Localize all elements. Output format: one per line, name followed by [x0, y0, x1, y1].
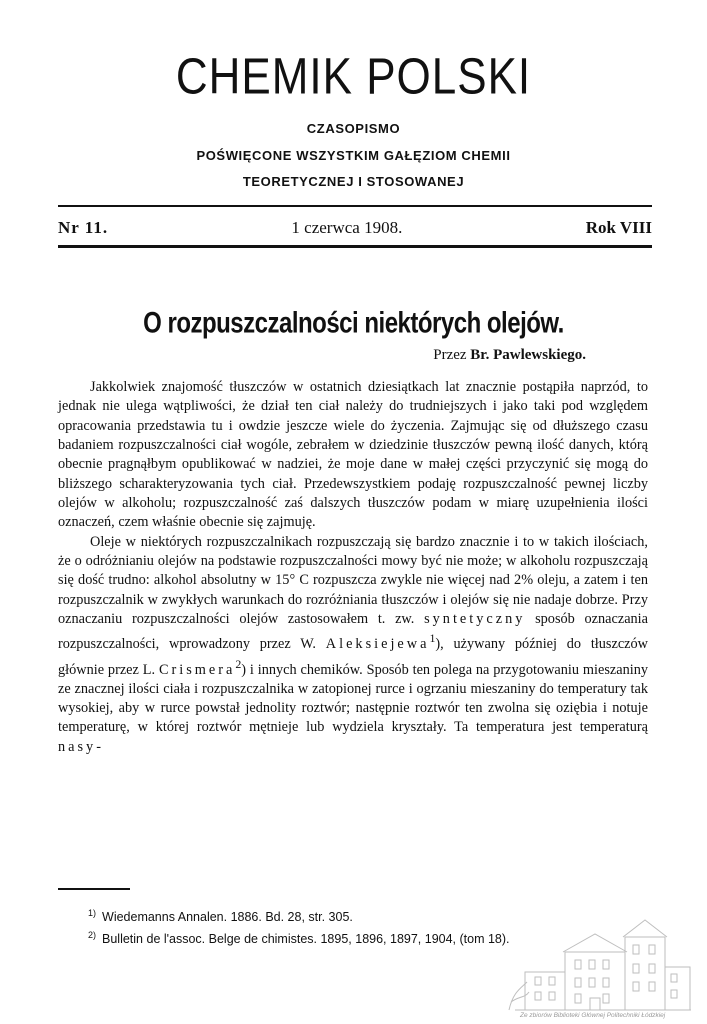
footnote-ref-1: 1: [429, 631, 436, 646]
issue-number: Nr 11.: [58, 218, 109, 237]
paragraph-2-text-c: , używany później do tłuszczów głównie przez L.: [58, 636, 649, 678]
issue-top-rule: [58, 205, 652, 207]
footnote-2-text: Bulletin de l'assoc. Belge de chimistes. 1895, 1896, 1897, 1904, (tom 18).: [102, 932, 510, 947]
footnote-2-mark: 2): [88, 930, 97, 941]
issue-year: Rok VIII: [585, 218, 652, 237]
paragraph-2-text-b: sposób oznaczania rozpuszczalności, wprowadzony przez W.: [58, 611, 648, 653]
masthead-title: CHEMIK POLSKI: [175, 48, 532, 105]
footnote-1-mark: 1): [88, 908, 97, 918]
library-building-stamp: [505, 912, 701, 1014]
spaced-term-syntetyczny: syntetyczny: [424, 611, 526, 628]
footnote-ref-2: 2: [235, 656, 242, 671]
byline-author: Br. Pawlewskiego.: [470, 347, 586, 363]
masthead-subtitle-1: CZASOPISMO: [306, 121, 401, 136]
article-body: [58, 378, 648, 757]
footnote-rule: [58, 888, 130, 890]
byline-prefix: Przez: [433, 347, 467, 363]
masthead-subtitle-3: TEORETYCZNEJ I STOSOWANEJ: [242, 174, 465, 189]
paragraph-2: Oleje w niektórych rozpuszczalnikach rozpuszczają się bardzo znacznie i to w takich ilościach, że o odróżnianiu olejów na podstawie rozpuszczalności mowy być nie może; w alkoholu rozpuszczają się dość trudno: alkohol absolutny w 15° C rozpuszcza zwykle nie więcej nad 2% oleju, a zatem i ten rozpuszczalnik w zwykłych warunkach do rozróżniania tłuszczów i olejów się nie nadaje dobrze. Przy oznaczaniu rozpuszczalności olejów zastosowałem t. zw. syntetyczny sposób oznaczania rozpuszczalności, wprowadzony przez W. Aleksiejewa$^1$), używany później do tłuszczów głównie przez L. Crismera$^2$) i innych chemików. Sposób ten polega na przygotowaniu mieszaniny ze znacznej ilości ciała i rozpuszczalnika w zatopionej rurce i ogrzaniu mieszaniny do temperatury tak wysokiej, aby w rurce powstał jednolity roztwór; następnie roztwór ten zwolna się oziębia i notuje temperaturę, w której roztwór mętnieje lub wydziela kryształy. Ta temperatura jest temperaturą nasy-: [58, 533, 649, 755]
paragraph-2-text-d: ) i innych chemików. Sposób ten polega na przygotowaniu mieszaniny ze znacznej ilości ciała i rozpuszczalnika w zatopionej rurce i ogrzaniu mieszaniny do temperatury tak wysokiej, aby w rurce powstał jednolity roztwór; następnie roztwór ten zwolna się oziębia i notuje temperaturę, w której roztwór mętnieje lub wydziela kryształy. Ta temperatura jest temperaturą: [58, 661, 649, 736]
issue-date: 1 czerwca 1908.: [291, 218, 403, 237]
paragraph-2-text-a: Oleje w niektórych rozpuszczalnikach rozpuszczają się bardzo znacznie i to w takich ilościach, że o odróżnianiu olejów na podstawie rozpuszczalności mowy być nie może; w alkoholu rozpuszczają się dość trudno: alkohol absolutny w 15° C rozpuszcza zwykle nie więcej nad 2% oleju, a zatem i ten rozpuszczalnik w zwykłych warunkach do rozróżniania tłuszczów i olejów się nie nadaje dobrze. Przy oznaczaniu rozpuszczalności olejów zastosowałem t. zw.: [58, 533, 648, 628]
article-title: O rozpuszczalności niektórych olejów.: [143, 306, 564, 340]
author-name-aleksiejew: Aleksiejewa: [325, 636, 430, 653]
paragraph-1: Jakkolwiek znajomość tłuszczów w ostatnich dziesiątkach lat znacznie postąpiła naprzód, to jednak nie ulega wątpliwości, że dział ten ciał należy do trudniejszych i jako taki pod względem opracowania przedstawia tu i owdzie jeszcze wiele do życzenia. Zajmując się od dłuższego czasu badaniem rozpuszczalności ciał wogóle, zebrałem w dziedzinie tłuszczów pewną ilość danych, którą obecnie pragnąłbym opublikować w nadziei, że moje dane w małej części przyczynić się mogą do bliższego scharakteryzowania tych ciał. Przedewszystkiem podaję rozpuszczalność pewnej liczby olejów w alkoholu; rozpuszczalność zaś dalszych tłuszczów podam w miarę uzupełnienia ilości oznaczeń, czem właśnie obecnie się zajmuję.: [58, 379, 648, 531]
footnote-1-text: Wiedemanns Annalen. 1886. Bd. 28, str. 305.: [102, 910, 353, 925]
spaced-term-nasy: nasy-: [58, 738, 104, 755]
issue-bar: [58, 218, 652, 238]
issue-bottom-rule: [58, 245, 652, 248]
author-name-crismer: Crismera: [158, 661, 236, 678]
masthead-subtitle-2: POŚWIĘCONE WSZYSTKIM GAŁĘZIOM CHEMII: [196, 148, 511, 163]
article-byline: [0, 347, 586, 364]
stamp-caption: Ze zbiorów Biblioteki Głównej Politechniki Łódzkiej: [520, 1012, 666, 1019]
